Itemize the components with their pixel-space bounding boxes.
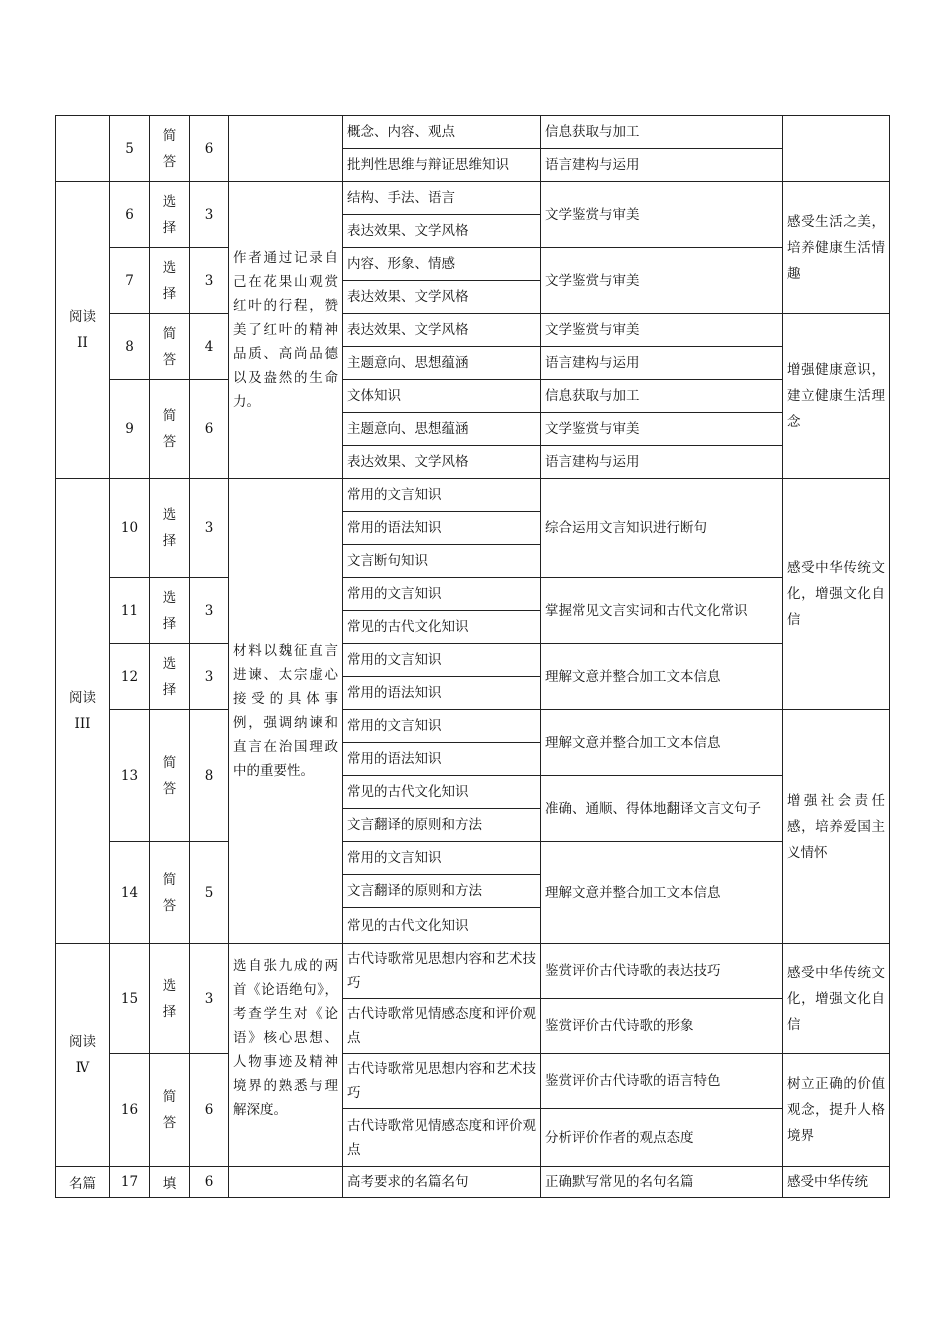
knowledge-cell: 概念、内容、观点 xyxy=(343,116,541,149)
material-cell xyxy=(229,1167,343,1198)
question-type-text: 选 择 xyxy=(162,259,177,302)
question-score: 6 xyxy=(190,380,229,479)
question-type-text: 选 择 xyxy=(162,589,177,632)
section-cell xyxy=(56,116,110,182)
question-number: 11 xyxy=(110,578,150,644)
section-cell xyxy=(56,479,110,944)
knowledge-cell: 常见的古代文化知识 xyxy=(343,908,541,944)
knowledge-cell: 常用的文言知识 xyxy=(343,479,541,512)
knowledge-cell: 文言翻译的原则和方法 xyxy=(343,875,541,908)
knowledge-cell: 常见的古代文化知识 xyxy=(343,776,541,809)
question-type-text: 简 答 xyxy=(162,408,177,450)
ability-cell: 理解文意并整合加工文本信息 xyxy=(541,710,783,776)
ability-cell: 综合运用文言知识进行断句 xyxy=(541,479,783,578)
knowledge-cell: 常用的语法知识 xyxy=(343,677,541,710)
knowledge-cell: 表达效果、文学风格 xyxy=(343,446,541,479)
ability-cell: 准确、通顺、得体地翻译文言文句子 xyxy=(541,776,783,842)
knowledge-cell: 高考要求的名篇名句 xyxy=(343,1167,541,1198)
ability-cell: 分析评价作者的观点态度 xyxy=(541,1109,783,1167)
ability-cell: 鉴赏评价古代诗歌的语言特色 xyxy=(541,1054,783,1109)
question-number: 6 xyxy=(110,182,150,248)
section-cell: 名篇 xyxy=(56,1167,110,1198)
question-score: 6 xyxy=(190,1054,229,1167)
question-type-text: 选 择 xyxy=(162,977,177,1020)
ability-cell: 理解文意并整合加工文本信息 xyxy=(541,842,783,944)
question-type-text: 简 答 xyxy=(162,871,177,914)
question-number: 15 xyxy=(110,944,150,1054)
knowledge-cell: 常见的古代文化知识 xyxy=(343,611,541,644)
goal-cell: 感受中华传统 xyxy=(783,1167,890,1198)
exam-spec-table xyxy=(55,115,890,1198)
question-score: 3 xyxy=(190,944,229,1054)
question-type-text: 选 择 xyxy=(162,193,177,236)
question-type xyxy=(150,314,190,380)
question-score: 5 xyxy=(190,842,229,944)
knowledge-cell: 古代诗歌常见情感态度和评价观点 xyxy=(343,1109,541,1167)
question-type-text: 选 择 xyxy=(162,507,177,549)
goal-cell: 增强健康意识，建立健康生活理念 xyxy=(783,314,890,479)
table-row xyxy=(56,314,890,347)
question-type xyxy=(150,116,190,182)
ability-cell: 文学鉴赏与审美 xyxy=(541,314,783,347)
question-score: 3 xyxy=(190,644,229,710)
question-type-text: 简 答 xyxy=(162,325,177,368)
question-number: 14 xyxy=(110,842,150,944)
ability-cell: 正确默写常见的名句名篇 xyxy=(541,1167,783,1198)
question-type-text: 简 答 xyxy=(162,754,177,797)
ability-cell: 鉴赏评价古代诗歌的表达技巧 xyxy=(541,944,783,999)
goal-cell: 感受生活之美，培养健康生活情趣 xyxy=(783,182,890,314)
question-type xyxy=(150,182,190,248)
knowledge-cell: 文言断句知识 xyxy=(343,545,541,578)
ability-cell: 文学鉴赏与审美 xyxy=(541,248,783,314)
question-type xyxy=(150,644,190,710)
ability-cell: 鉴赏评价古代诗歌的形象 xyxy=(541,999,783,1054)
ability-cell: 文学鉴赏与审美 xyxy=(541,182,783,248)
question-score: 6 xyxy=(190,116,229,182)
question-number: 7 xyxy=(110,248,150,314)
knowledge-cell: 常用的文言知识 xyxy=(343,644,541,677)
knowledge-cell: 常用的语法知识 xyxy=(343,512,541,545)
question-type-text: 简 答 xyxy=(162,1089,177,1131)
ability-cell: 信息获取与加工 xyxy=(541,380,783,413)
table-row xyxy=(56,479,890,512)
knowledge-cell: 古代诗歌常见情感态度和评价观点 xyxy=(343,999,541,1054)
question-number: 16 xyxy=(110,1054,150,1167)
material-cell xyxy=(229,116,343,182)
ability-cell: 掌握常见文言实词和古代文化常识 xyxy=(541,578,783,644)
material-cell: 选自张九成的两首《论语绝句》，考查学生对《论语》核心思想、人物事迹及精神境界的熟悉与理解深度。 xyxy=(229,944,343,1167)
knowledge-cell: 常用的文言知识 xyxy=(343,842,541,875)
goal-cell: 增强社会责任感，培养爱国主义情怀 xyxy=(783,710,890,944)
table-row xyxy=(56,1167,890,1198)
question-score: 8 xyxy=(190,710,229,842)
question-number: 9 xyxy=(110,380,150,479)
question-type xyxy=(150,380,190,479)
knowledge-cell: 常用的文言知识 xyxy=(343,710,541,743)
question-score: 6 xyxy=(190,1167,229,1198)
question-number: 10 xyxy=(110,479,150,578)
table-row xyxy=(56,248,890,281)
ability-cell: 理解文意并整合加工文本信息 xyxy=(541,644,783,710)
table-row xyxy=(56,842,890,875)
question-type xyxy=(150,479,190,578)
question-number: 12 xyxy=(110,644,150,710)
table-row xyxy=(56,578,890,611)
material-cell: 材料以魏征直言进谏、太宗虚心接受的具体事例，强调纳谏和直言在治国理政中的重要性。 xyxy=(229,479,343,944)
question-score: 4 xyxy=(190,314,229,380)
section-cell xyxy=(56,182,110,479)
knowledge-cell: 批判性思维与辩证思维知识 xyxy=(343,149,541,182)
knowledge-cell: 主题意向、思想蕴涵 xyxy=(343,347,541,380)
ability-cell: 语言建构与运用 xyxy=(541,347,783,380)
question-number: 17 xyxy=(110,1167,150,1198)
question-type xyxy=(150,578,190,644)
question-score: 3 xyxy=(190,578,229,644)
knowledge-cell: 常用的语法知识 xyxy=(343,743,541,776)
ability-cell: 语言建构与运用 xyxy=(541,446,783,479)
knowledge-cell: 文言翻译的原则和方法 xyxy=(343,809,541,842)
knowledge-cell: 表达效果、文学风格 xyxy=(343,314,541,347)
question-type xyxy=(150,710,190,842)
table-row xyxy=(56,710,890,743)
knowledge-cell: 常用的文言知识 xyxy=(343,578,541,611)
ability-cell: 文学鉴赏与审美 xyxy=(541,413,783,446)
question-type xyxy=(150,944,190,1054)
question-type-text: 简 答 xyxy=(162,127,177,170)
question-type xyxy=(150,842,190,944)
knowledge-cell: 古代诗歌常见思想内容和艺术技巧 xyxy=(343,944,541,999)
goal-cell xyxy=(783,116,890,182)
question-type xyxy=(150,1054,190,1167)
goal-cell: 感受中华传统文化，增强文化自信 xyxy=(783,944,890,1054)
knowledge-cell: 结构、手法、语言 xyxy=(343,182,541,215)
knowledge-cell: 内容、形象、情感 xyxy=(343,248,541,281)
table-row xyxy=(56,380,890,413)
question-score: 3 xyxy=(190,479,229,578)
question-score: 3 xyxy=(190,182,229,248)
question-number: 8 xyxy=(110,314,150,380)
goal-cell: 树立正确的价值观念，提升人格境界 xyxy=(783,1054,890,1167)
knowledge-cell: 表达效果、文学风格 xyxy=(343,281,541,314)
table-row xyxy=(56,644,890,677)
knowledge-cell: 主题意向、思想蕴涵 xyxy=(343,413,541,446)
section-cell xyxy=(56,944,110,1167)
question-number: 5 xyxy=(110,116,150,182)
knowledge-cell: 表达效果、文学风格 xyxy=(343,215,541,248)
question-type: 填 xyxy=(150,1167,190,1198)
ability-cell: 语言建构与运用 xyxy=(541,149,783,182)
table-row xyxy=(56,116,890,149)
question-score: 3 xyxy=(190,248,229,314)
section-label: 阅读 II xyxy=(69,309,96,351)
question-type-text: 选 择 xyxy=(162,655,177,698)
question-number: 13 xyxy=(110,710,150,842)
section-label: 阅读 III xyxy=(69,690,96,732)
table-row xyxy=(56,1054,890,1109)
table-row xyxy=(56,182,890,215)
section-label: 阅读 Ⅳ xyxy=(69,1034,96,1076)
ability-cell: 信息获取与加工 xyxy=(541,116,783,149)
knowledge-cell: 古代诗歌常见思想内容和艺术技巧 xyxy=(343,1054,541,1109)
material-cell: 作者通过记录自己在花果山观赏红叶的行程，赞美了红叶的精神品质、高尚品德以及盎然的生命力。 xyxy=(229,182,343,479)
goal-cell: 感受中华传统文化，增强文化自信 xyxy=(783,479,890,710)
knowledge-cell: 文体知识 xyxy=(343,380,541,413)
table-row xyxy=(56,944,890,999)
question-type xyxy=(150,248,190,314)
